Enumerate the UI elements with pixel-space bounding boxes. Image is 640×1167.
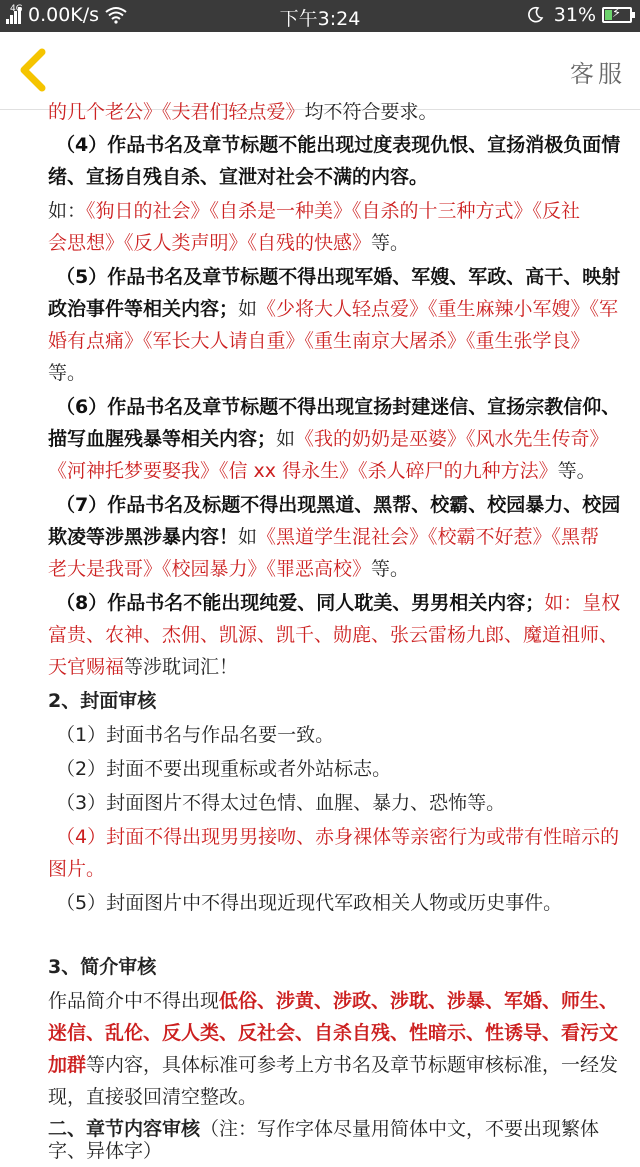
- customer-service-link[interactable]: 客服: [570, 60, 626, 88]
- section-3-title: 3、简介审核: [48, 956, 157, 978]
- summary-text: 等内容，具体标准可参考上方书名及章节标题审核标准，一经发: [86, 1054, 619, 1076]
- cover-rule-1: （1）封面书名与作品名要一致。: [56, 724, 335, 746]
- network-speed: 0.00K/s: [28, 4, 100, 26]
- cover-rule-4-cont: 图片。: [48, 858, 106, 880]
- rule-number: （4）: [56, 826, 107, 848]
- article-content: [0, 101, 640, 1162]
- example-suffix: 等。: [557, 460, 596, 482]
- section-2-title: 2、封面审核: [48, 690, 157, 712]
- example-prefix: 如: [276, 428, 296, 450]
- cut-line-red: 的几个老公》《夫君们轻点爱》: [48, 101, 305, 123]
- rule-7-line-2: [48, 521, 599, 553]
- cover-rule-2: （2）封面不要出现重标或者外站标志。: [56, 758, 392, 780]
- rule-8-line-1: [56, 587, 620, 619]
- example-titles: 会思想》《反人类声明》《自残的快感》: [48, 232, 372, 254]
- cut-off-line: [48, 97, 438, 124]
- rule-5-suffix: 等。: [48, 362, 87, 384]
- section-title: 二、章节内容审核: [48, 1118, 201, 1140]
- battery-icon: [602, 7, 632, 23]
- status-right: [526, 4, 632, 26]
- network-type: 4G: [10, 4, 23, 14]
- example-terms: 皇权: [582, 592, 621, 614]
- chevron-left-icon: [12, 46, 56, 94]
- section-note: （注：写作字体尽量用简体中文，不要出现繁体: [200, 1118, 600, 1140]
- banned-terms: 低俗、涉黄、涉政、涉耽、涉暴、军婚、师生、: [219, 990, 619, 1012]
- rule-8-examples-2: [48, 651, 238, 683]
- rule-5-line-2: [48, 293, 618, 325]
- rule-4-examples: [48, 195, 580, 227]
- example-titles: 《黑道学生混社会》《校霸不好惹》《黑帮: [257, 526, 600, 548]
- example-titles: 《狗日的社会》《自杀是一种美》《自杀的十三种方式》《反社: [86, 200, 581, 222]
- rule-8-examples: 富贵、农神、杰佣、凯源、凯千、勋鹿、张云雷杨九郎、魔道祖师、: [48, 624, 619, 646]
- rule-6-examples: [48, 455, 596, 487]
- status-bar: [0, 0, 640, 32]
- summary-line-1: [48, 985, 618, 1017]
- cover-rule-4: [56, 821, 619, 853]
- example-titles: 老大是我哥》《校园暴力》《罪恶高校》: [48, 558, 372, 580]
- charging-icon: ⚡: [612, 6, 622, 21]
- chapter-section-cut: 字、异体字）: [48, 1140, 163, 1162]
- rule-6-line-2: [48, 423, 609, 455]
- example-prefix: 如: [238, 526, 258, 548]
- rule-7-line-1: （7）作品书名及标题不得出现黑道、黑帮、校霸、校园暴力、校园: [56, 494, 621, 516]
- cover-rule-3: （3）封面图片不得太过色情、血腥、暴力、恐怖等。: [56, 792, 506, 814]
- battery-fill: [605, 10, 612, 20]
- cut-line-black: 均不符合要求。: [304, 101, 438, 123]
- banned-terms: 加群: [48, 1054, 87, 1076]
- example-titles: 《河神托梦要娶我》《信 xx 得永生》《杀人碎尸的九种方法》: [48, 460, 558, 482]
- rule-4-examples-2: [48, 227, 409, 259]
- example-titles: 《我的奶奶是巫婆》《风水先生传奇》: [295, 428, 609, 450]
- rule-text: 封面不得出现男男接吻、赤身裸体等亲密行为或带有性暗示的: [106, 826, 620, 848]
- summary-line-2: 迷信、乱伦、反人类、反社会、自杀自残、性暗示、性诱导、看污文: [48, 1022, 619, 1044]
- example-suffix: 等。: [371, 232, 410, 254]
- summary-line-3: [48, 1049, 618, 1081]
- rule-4-line-2: 绪、宣扬自残自杀、宣泄对社会不满的内容。: [48, 166, 429, 188]
- summary-line-4: 现，直接驳回清空整改。: [48, 1086, 258, 1108]
- example-prefix: 如：: [544, 592, 583, 614]
- back-button[interactable]: [12, 46, 56, 94]
- summary-prefix: 作品简介中不得出现: [48, 990, 220, 1012]
- rule-text: 欺凌等涉黑涉暴内容！: [48, 526, 239, 548]
- example-prefix: 如: [238, 298, 258, 320]
- rule-6-line-1: （6）作品书名及章节标题不得出现宣扬封建迷信、宣扬宗教信仰、: [56, 396, 621, 418]
- rule-5-examples: 婚有点痛》《军长大人请自重》《重生南京大屠杀》《重生张学良》: [48, 330, 590, 352]
- example-suffix: 等涉耽词汇！: [124, 656, 239, 678]
- moon-icon: [526, 6, 544, 24]
- rule-4-line-1: （4）作品书名及章节标题不能出现过度表现仇恨、宣扬消极负面情: [56, 134, 621, 156]
- example-prefix: 如：: [48, 200, 87, 222]
- rule-7-examples: [48, 553, 409, 585]
- rule-text: 政治事件等相关内容；: [48, 298, 239, 320]
- battery-percent: 31%: [553, 4, 596, 26]
- rule-text: 描写血腥残暴等相关内容；: [48, 428, 277, 450]
- example-titles: 《少将大人轻点爱》《重生麻辣小军嫂》《军: [257, 298, 619, 320]
- cover-rule-5: （5）封面图片中不得出现近现代军政相关人物或历史事件。: [56, 892, 563, 914]
- example-terms: 天官赐福: [48, 656, 125, 678]
- example-suffix: 等。: [371, 558, 410, 580]
- rule-text: （8）作品书名不能出现纯爱、同人耽美、男男相关内容；: [56, 592, 545, 614]
- rule-5-line-1: （5）作品书名及章节标题不得出现军婚、军嫂、军政、高干、映射: [56, 266, 621, 288]
- status-time: 下午3:24: [279, 8, 361, 30]
